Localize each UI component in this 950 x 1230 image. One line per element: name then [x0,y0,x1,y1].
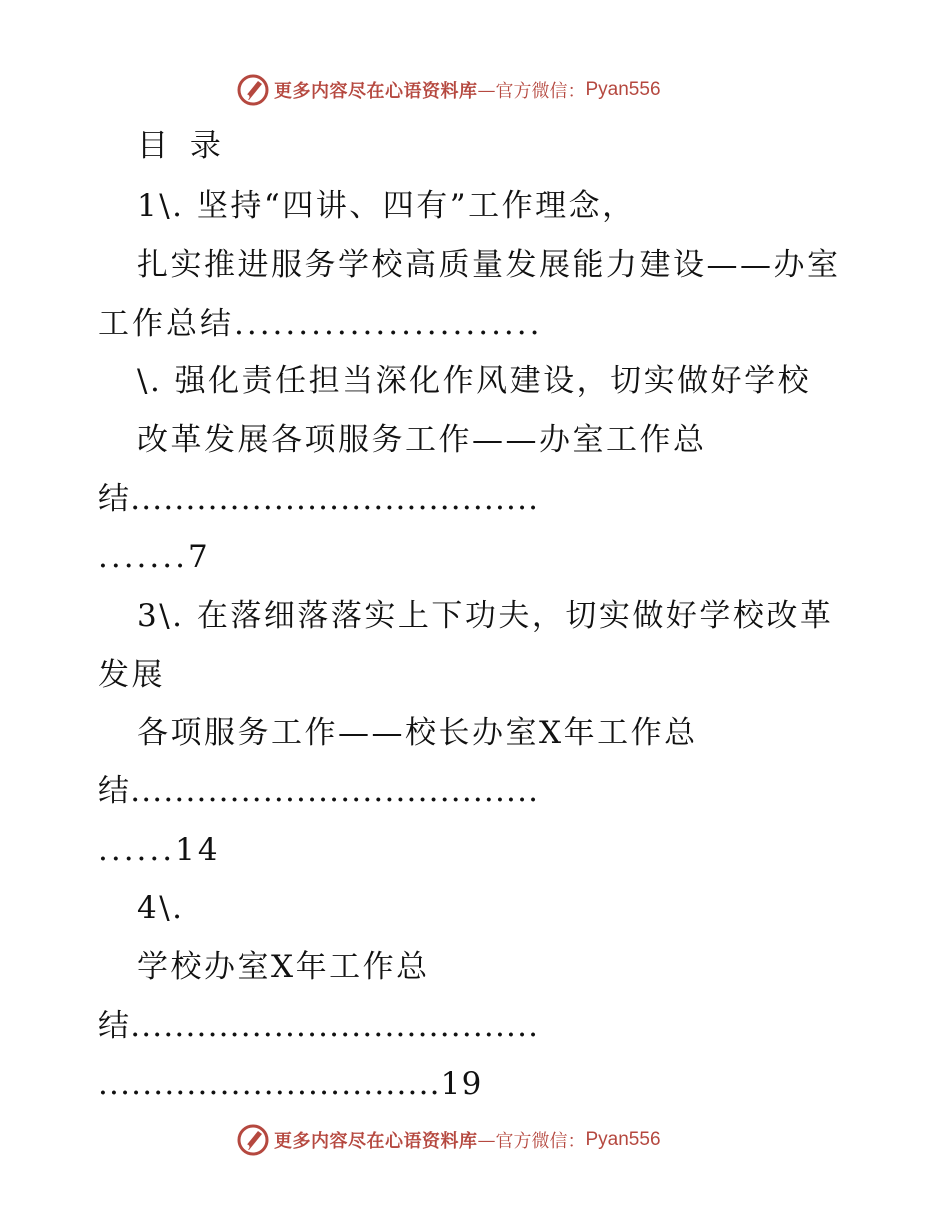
watermark-wechat-id: Pyan556 [585,79,661,100]
toc-line: 学校办室X年工作总 [137,949,430,985]
pen-logo-icon [236,1123,270,1157]
toc-line: \. 强化责任担当深化作风建设，切实做好学校 [137,363,812,399]
toc-line: 4\. [137,890,185,926]
toc-line: 结..................................... [98,1008,540,1044]
toc-line: ...............................19 [98,1066,483,1102]
toc-line: 发展 [98,657,165,693]
watermark-separator: — [477,1129,496,1151]
watermark-separator: — [477,79,496,101]
watermark-wechat-label: 官方微信： [495,1131,586,1152]
toc-line: 各项服务工作——校长办室X年工作总 [137,715,698,751]
toc-line: 3\. 在落细落落实上下功夫，切实做好学校改革 [137,598,834,634]
toc-line: ......14 [98,832,221,868]
watermark-brand: 更多内容尽在心语资料库 [274,81,478,102]
toc-line: 1\. 坚持“四讲、四有”工作理念， [137,188,636,224]
watermark-wechat-label: 官方微信： [495,81,586,102]
toc-title: 目 录 [137,128,227,164]
toc-line: 扎实推进服务学校高质量发展能力建设——办室 [137,247,841,283]
watermark-brand: 更多内容尽在心语资料库 [274,1131,478,1152]
toc-line: 结..................................... [98,481,540,517]
toc-line: 工作总结........................ [98,306,543,342]
watermark-wechat-id: Pyan556 [585,1129,661,1150]
toc-line: 改革发展各项服务工作——办室工作总 [137,422,707,458]
toc-line: .......7 [98,539,211,575]
watermark-banner-bottom [236,1122,716,1158]
toc-line: 结..................................... [98,773,540,809]
